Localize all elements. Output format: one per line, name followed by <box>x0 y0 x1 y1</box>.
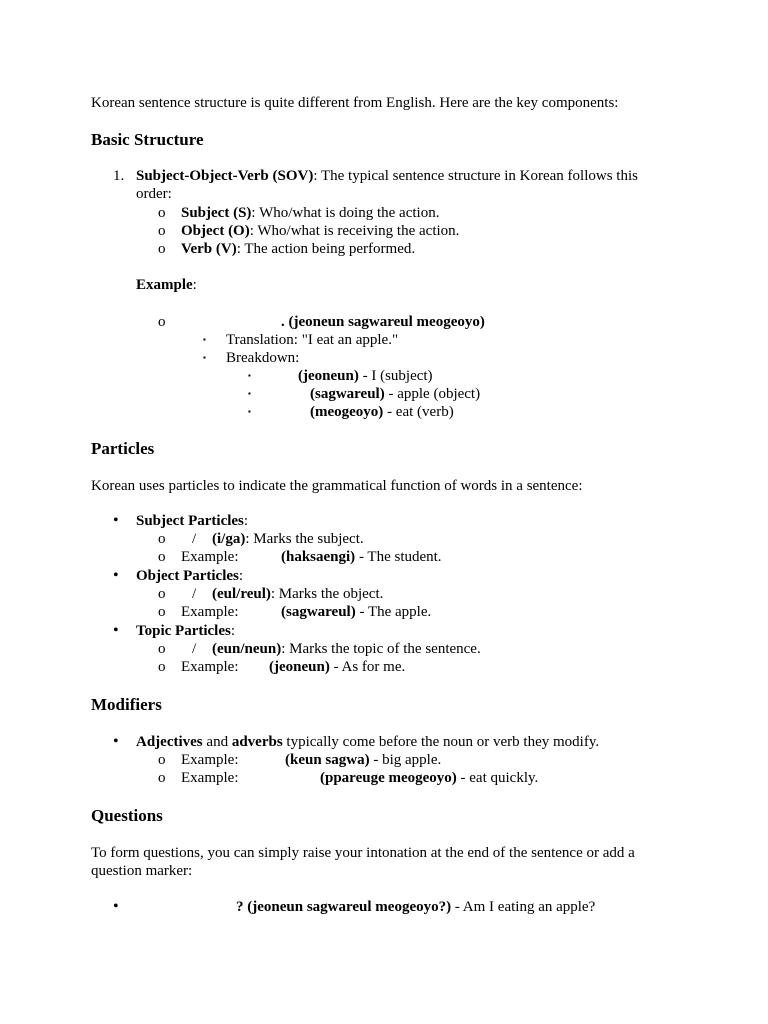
particle-form: (eul/reul) <box>212 586 271 602</box>
particle-slash: / <box>192 641 197 657</box>
bullet-marker: • <box>113 512 119 529</box>
particles-intro: Korean uses particles to indicate the grammatical function of words in a sentence: <box>91 478 583 494</box>
list-item <box>181 204 439 222</box>
circle-marker: o <box>158 659 166 675</box>
modifier-example <box>320 769 538 787</box>
heading-particles: Particles <box>91 439 155 458</box>
particle-form: (i/ga) <box>212 531 246 547</box>
modifiers-line <box>136 733 599 751</box>
circle-marker: o <box>158 531 166 547</box>
question-example <box>236 898 595 916</box>
example-label: Example: <box>181 770 239 786</box>
example-term: (haksaengi) <box>281 549 356 565</box>
modifier-example <box>285 751 441 769</box>
sov-text: : The typical sentence structure in Korean follows this <box>313 168 638 184</box>
particle-desc: : Marks the topic of the sentence. <box>281 641 481 657</box>
example-text: - big apple. <box>369 752 442 768</box>
particle-form-line <box>212 640 481 658</box>
example-sentence: . (jeoneun sagwareul meogeoyo) <box>281 314 485 330</box>
and-text: and <box>202 734 232 750</box>
bullet-marker: • <box>113 622 119 639</box>
example-label: Example: <box>181 659 239 675</box>
modifiers-rest: typically come before the noun or verb they modify. <box>282 734 600 750</box>
bullet-marker: • <box>113 567 119 584</box>
example-label: Example: <box>181 604 239 620</box>
breakdown-item <box>310 385 480 403</box>
sov-label: Subject-Object-Verb (SOV) <box>136 168 314 184</box>
questions-paragraph: To form questions, you can simply raise your intonation at the end of the sentence or add a <box>91 845 635 861</box>
example-term: (sagwareul) <box>281 604 356 620</box>
particle-label: Topic Particles <box>136 623 231 639</box>
circle-marker: o <box>158 752 166 768</box>
particle-form-line <box>212 530 364 548</box>
breakdown-label: Breakdown: <box>226 350 300 366</box>
particle-form: (eun/neun) <box>212 641 282 657</box>
square-marker: ▪ <box>248 371 251 380</box>
breakdown-term: (meogeoyo) <box>310 404 384 420</box>
example-label-line <box>136 276 197 294</box>
breakdown-text: - I (subject) <box>358 368 433 384</box>
particle-colon: : <box>238 568 244 584</box>
circle-marker: o <box>158 641 166 657</box>
particle-colon: : <box>230 623 236 639</box>
part-label: Verb (V) <box>181 241 237 257</box>
list-number: 1. <box>113 168 125 184</box>
sov-text-continued: order: <box>136 186 172 202</box>
particle-desc: : Marks the subject. <box>245 531 364 547</box>
circle-marker: o <box>158 770 166 786</box>
part-text: : Who/what is doing the action. <box>251 205 440 221</box>
particle-form-line <box>212 585 383 603</box>
particle-example <box>269 658 405 676</box>
circle-marker: o <box>158 223 166 239</box>
example-text: - eat quickly. <box>456 770 539 786</box>
square-marker: ▪ <box>248 389 251 398</box>
particle-group-label <box>136 622 235 640</box>
translation: Translation: "I eat an apple." <box>226 332 399 348</box>
example-label: Example: <box>181 752 239 768</box>
particle-example <box>281 603 431 621</box>
example-label: Example: <box>181 549 239 565</box>
question-text: - Am I eating an apple? <box>451 899 596 915</box>
example-text: - As for me. <box>329 659 406 675</box>
example-text: - The student. <box>355 549 442 565</box>
list-item <box>181 222 459 240</box>
square-marker: ▪ <box>203 335 206 344</box>
particle-slash: / <box>192 531 197 547</box>
breakdown-item <box>310 403 454 421</box>
adverbs-term: adverbs <box>231 734 283 750</box>
particle-label: Subject Particles <box>136 513 244 529</box>
circle-marker: o <box>158 205 166 221</box>
breakdown-term: (jeoneun) <box>298 368 359 384</box>
adjectives-term: Adjectives <box>136 734 203 750</box>
circle-marker: o <box>158 241 166 257</box>
example-term: (jeoneun) <box>269 659 330 675</box>
breakdown-item <box>298 367 433 385</box>
heading-questions: Questions <box>91 806 163 825</box>
circle-marker: o <box>158 314 166 330</box>
bullet-marker: • <box>113 898 119 915</box>
particle-label: Object Particles <box>136 568 239 584</box>
example-term: (ppareuge meogeoyo) <box>320 770 457 786</box>
example-colon: : <box>192 277 197 293</box>
circle-marker: o <box>158 604 166 620</box>
bullet-marker: • <box>113 733 119 750</box>
breakdown-text: - eat (verb) <box>383 404 454 420</box>
example-label: Example <box>136 277 193 293</box>
list-item <box>181 240 415 258</box>
question-term: ? (jeoneun sagwareul meogeoyo?) <box>236 899 452 915</box>
sov-line <box>136 167 638 185</box>
breakdown-term: (sagwareul) <box>310 386 385 402</box>
questions-paragraph-continued: question marker: <box>91 863 193 879</box>
particle-group-label <box>136 512 248 530</box>
particle-slash: / <box>192 586 197 602</box>
particle-example <box>281 548 442 566</box>
part-text: : The action being performed. <box>236 241 416 257</box>
example-text: - The apple. <box>355 604 432 620</box>
part-label: Object (O) <box>181 223 250 239</box>
heading-modifiers: Modifiers <box>91 695 162 714</box>
square-marker: ▪ <box>248 407 251 416</box>
part-text: : Who/what is receiving the action. <box>249 223 460 239</box>
example-term: (keun sagwa) <box>285 752 370 768</box>
particle-group-label <box>136 567 243 585</box>
breakdown-text: - apple (object) <box>384 386 481 402</box>
square-marker: ▪ <box>203 353 206 362</box>
particle-colon: : <box>243 513 249 529</box>
part-label: Subject (S) <box>181 205 252 221</box>
heading-basic-structure: Basic Structure <box>91 130 204 149</box>
particle-desc: : Marks the object. <box>270 586 384 602</box>
circle-marker: o <box>158 549 166 565</box>
circle-marker: o <box>158 586 166 602</box>
intro-paragraph: Korean sentence structure is quite different from English. Here are the key components: <box>91 95 619 111</box>
